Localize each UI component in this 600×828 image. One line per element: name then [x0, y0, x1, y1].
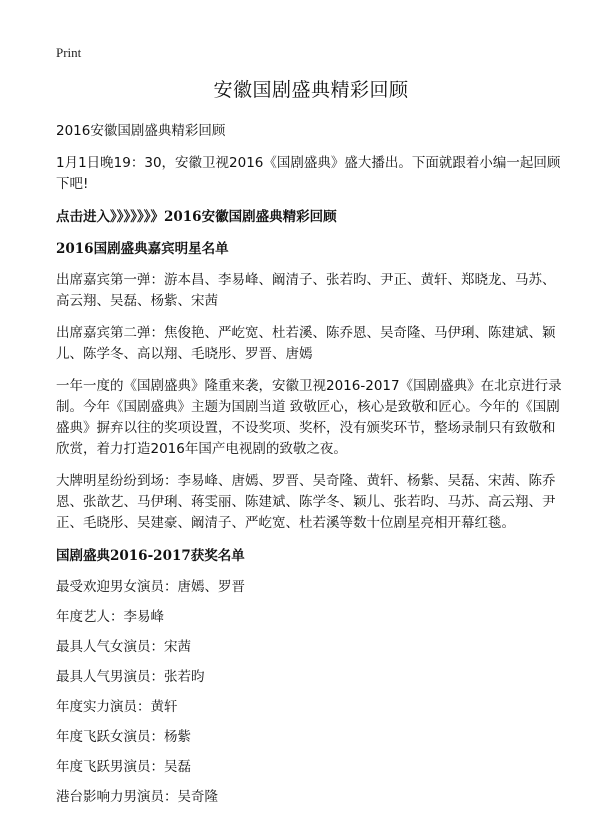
- award-item: 年度艺人：李易峰: [56, 609, 164, 625]
- intro-paragraph: 1月1日晚19：30，安徽卫视2016《国剧盛典》盛大播出。下面就跟着小编一起回顾下吧!: [56, 155, 561, 192]
- guest-list-heading: 2016国剧盛典嘉宾明星名单: [56, 241, 229, 257]
- award-item: 最具人气女演员：宋茜: [56, 639, 191, 655]
- print-link[interactable]: Print: [56, 45, 82, 60]
- review-link-heading[interactable]: 点击进入》》》》》》》2016安徽国剧盛典精彩回顾: [56, 209, 337, 225]
- page-title: 安徽国剧盛典精彩回顾: [213, 79, 409, 101]
- article: [56, 76, 566, 807]
- award-item: 最具人气男演员：张若昀: [56, 669, 205, 685]
- award-item: 最受欢迎男女演员：唐嫣、罗晋: [56, 579, 245, 595]
- award-item: 港台影响力男演员：吴奇隆: [56, 789, 218, 805]
- guest-list-first-batch: 出席嘉宾第一弹：游本昌、李易峰、阚清子、张若昀、尹正、黄轩、郑晓龙、马苏、高云翔、吴磊、杨紫、宋茜: [56, 272, 556, 309]
- award-item: 年度飞跃女演员：杨紫: [56, 729, 191, 745]
- event-description: 一年一度的《国剧盛典》隆重来袭，安徽卫视2016-2017《国剧盛典》在北京进行录制。今年《国剧盛典》主题为国剧当道 致敬匠心，核心是致敬和匠心。今年的《国剧盛典》摒弃以往的奖项设置，不设奖项、奖杯，没有颁奖环节，整场录制只有致敬和欣赏，着力打造2016年国产电视剧的致敬之夜。: [56, 378, 562, 457]
- red-carpet-stars: 大牌明星纷纷到场：李易峰、唐嫣、罗晋、吴奇隆、黄轩、杨紫、吴磊、宋茜、陈乔恩、张歆艺、马伊琍、蒋雯丽、陈建斌、陈学冬、颖儿、张若昀、马苏、高云翔、尹正、毛晓彤、吴建豪、阚清子、严屹宽、杜若溪等数十位剧星亮相开幕红毯。: [56, 473, 556, 531]
- award-item: 年度飞跃男演员：吴磊: [56, 759, 191, 775]
- award-item: 年度实力演员：黄轩: [56, 699, 178, 715]
- awards-heading: 国剧盛典2016-2017获奖名单: [56, 548, 245, 564]
- guest-list-second-batch: 出席嘉宾第二弹：焦俊艳、严屹宽、杜若溪、陈乔恩、吴奇隆、马伊琍、陈建斌、颖儿、陈学冬、高以翔、毛晓彤、罗晋、唐嫣: [56, 325, 556, 362]
- awards-list: [56, 577, 566, 807]
- article-subtitle: 2016安徽国剧盛典精彩回顾: [56, 123, 226, 139]
